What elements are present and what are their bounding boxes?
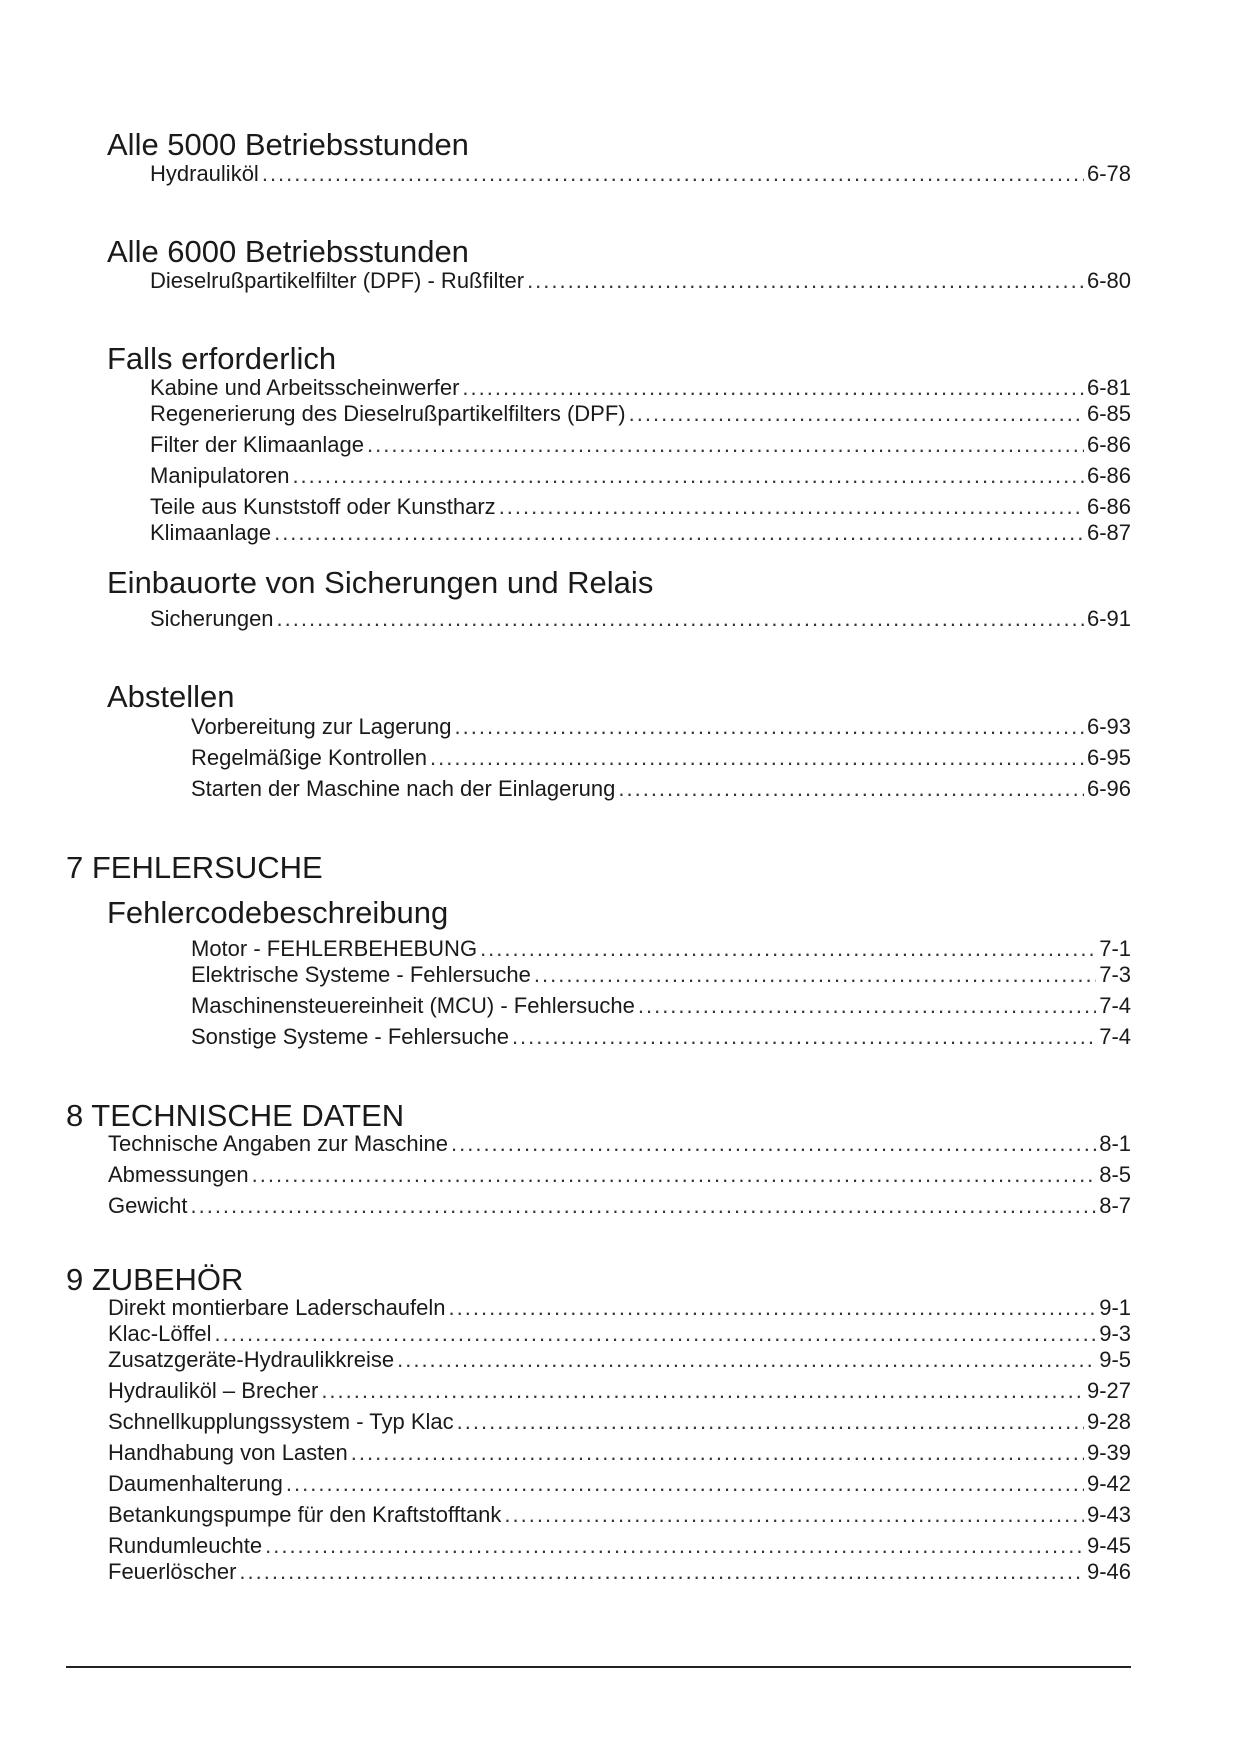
toc-entry[interactable] <box>150 463 1131 489</box>
dot-leader <box>629 401 1084 427</box>
toc-entry[interactable] <box>191 936 1131 962</box>
entry-title: Filter der Klimaanlage <box>150 432 364 457</box>
dot-leader <box>457 1409 1084 1435</box>
dot-leader <box>321 1378 1084 1404</box>
entry-page: 9-43 <box>1086 1502 1131 1527</box>
toc-entry[interactable] <box>191 714 1131 740</box>
entry-title: Regelmäßige Kontrollen <box>191 745 428 770</box>
entry-page: 9-28 <box>1086 1409 1131 1434</box>
dot-leader <box>239 1559 1084 1585</box>
toc-entry[interactable] <box>150 401 1131 427</box>
section-heading: Alle 6000 Betriebsstunden <box>107 234 469 269</box>
toc-entry[interactable] <box>150 520 1131 546</box>
toc-entry[interactable] <box>150 268 1131 294</box>
entry-page: 6-96 <box>1086 776 1131 801</box>
dot-leader <box>351 1440 1084 1466</box>
entry-title: Abmessungen <box>108 1162 249 1187</box>
entry-title: Klimaanlage <box>150 520 272 545</box>
entry-page: 6-86 <box>1086 432 1131 457</box>
chapter-heading: 9 ZUBEHÖR <box>66 1262 244 1297</box>
toc-entry[interactable] <box>191 962 1131 988</box>
entry-title: Regenerierung des Dieselrußpartikelfilters (DPF) <box>150 401 626 426</box>
entry-title: Sicherungen <box>150 606 274 631</box>
entry-title: Vorbereitung zur Lagerung <box>191 714 452 739</box>
entry-title: Handhabung von Lasten <box>108 1440 348 1465</box>
toc-entry[interactable] <box>150 494 1131 520</box>
section-heading: Alle 5000 Betriebsstunden <box>107 127 469 162</box>
dot-leader <box>397 1347 1096 1373</box>
entry-title: Motor - FEHLERBEHEBUNG <box>191 936 478 961</box>
entry-title: Maschinensteuereinheit (MCU) - Fehlersuche <box>191 993 635 1018</box>
dot-leader <box>262 161 1084 187</box>
dot-leader <box>638 993 1096 1019</box>
dot-leader <box>286 1471 1084 1497</box>
toc-entry[interactable] <box>150 161 1131 187</box>
toc-entry[interactable] <box>108 1321 1131 1347</box>
entry-title: Zusatzgeräte-Hydraulikkreise <box>108 1347 395 1372</box>
dot-leader <box>252 1162 1097 1188</box>
entry-title: Dieselrußpartikelfilter (DPF) - Rußfilter <box>150 268 525 293</box>
toc-entry[interactable] <box>108 1193 1131 1219</box>
entry-page: 6-81 <box>1086 375 1131 400</box>
dot-leader <box>480 936 1096 962</box>
dot-leader <box>527 268 1084 294</box>
toc-entry[interactable] <box>191 745 1131 771</box>
dot-leader <box>367 432 1084 458</box>
entry-title: Manipulatoren <box>150 463 290 488</box>
entry-page: 6-78 <box>1086 161 1131 186</box>
entry-title: Hydrauliköl – Brecher <box>108 1378 319 1403</box>
entry-title: Rundumleuchte <box>108 1533 263 1558</box>
dot-leader <box>265 1533 1084 1559</box>
entry-page: 9-42 <box>1086 1471 1131 1496</box>
entry-page: 6-85 <box>1086 401 1131 426</box>
entry-page: 9-5 <box>1099 1347 1131 1372</box>
entry-title: Hydrauliköl <box>150 161 259 186</box>
dot-leader <box>430 745 1084 771</box>
entry-title: Direkt montierbare Laderschaufeln <box>108 1295 446 1320</box>
entry-page: 9-3 <box>1099 1321 1131 1346</box>
dot-leader <box>215 1321 1097 1347</box>
entry-title: Technische Angaben zur Maschine <box>108 1131 448 1156</box>
dot-leader <box>499 494 1084 520</box>
toc-entry[interactable] <box>108 1409 1131 1435</box>
entry-title: Starten der Maschine nach der Einlagerung <box>191 776 616 801</box>
entry-page: 8-5 <box>1099 1162 1131 1187</box>
dot-leader <box>274 520 1084 546</box>
entry-title: Schnellkupplungssystem - Typ Klac <box>108 1409 454 1434</box>
footer-rule <box>66 1666 1131 1668</box>
chapter-heading: 7 FEHLERSUCHE <box>66 850 323 885</box>
dot-leader <box>512 1024 1096 1050</box>
entry-title: Sonstige Systeme - Fehlersuche <box>191 1024 509 1049</box>
dot-leader <box>455 714 1084 740</box>
entry-title: Elektrische Systeme - Fehlersuche <box>191 962 531 987</box>
toc-entry[interactable] <box>191 993 1131 1019</box>
entry-title: Klac-Löffel <box>108 1321 212 1346</box>
toc-entry[interactable] <box>191 1024 1131 1050</box>
entry-title: Kabine und Arbeitsscheinwerfer <box>150 375 460 400</box>
entry-page: 6-93 <box>1086 714 1131 739</box>
toc-entry[interactable] <box>108 1295 1131 1321</box>
entry-title: Betankungspumpe für den Kraftstofftank <box>108 1502 502 1527</box>
toc-entry[interactable] <box>108 1502 1131 1528</box>
toc-entry[interactable] <box>150 432 1131 458</box>
entry-title: Daumenhalterung <box>108 1471 283 1496</box>
entry-page: 9-27 <box>1086 1378 1131 1403</box>
entry-page: 7-4 <box>1099 993 1131 1018</box>
section-heading: Abstellen <box>107 679 235 714</box>
toc-entry[interactable] <box>108 1131 1131 1157</box>
entry-page: 8-7 <box>1099 1193 1131 1218</box>
dot-leader <box>504 1502 1084 1528</box>
toc-entry[interactable] <box>108 1347 1131 1373</box>
entry-page: 9-1 <box>1099 1295 1131 1320</box>
entry-page: 6-86 <box>1086 463 1131 488</box>
entry-page: 9-46 <box>1086 1559 1131 1584</box>
toc-entry[interactable] <box>108 1533 1131 1559</box>
chapter-heading: 8 TECHNISCHE DATEN <box>66 1098 405 1133</box>
entry-page: 6-86 <box>1086 494 1131 519</box>
dot-leader <box>534 962 1096 988</box>
section-heading: Einbauorte von Sicherungen und Relais <box>107 565 654 600</box>
entry-page: 7-4 <box>1099 1024 1131 1049</box>
dot-leader <box>451 1131 1096 1157</box>
toc-entry[interactable] <box>150 606 1131 632</box>
entry-page: 8-1 <box>1099 1131 1131 1156</box>
dot-leader <box>292 463 1084 489</box>
dot-leader <box>618 776 1084 802</box>
entry-page: 6-91 <box>1086 606 1131 631</box>
entry-page: 7-3 <box>1099 962 1131 987</box>
dot-leader <box>462 375 1084 401</box>
toc-entry[interactable] <box>108 1471 1131 1497</box>
entry-title: Feuerlöscher <box>108 1559 237 1584</box>
entry-page: 6-80 <box>1086 268 1131 293</box>
entry-page: 6-87 <box>1086 520 1131 545</box>
entry-page: 9-39 <box>1086 1440 1131 1465</box>
dot-leader <box>277 606 1084 632</box>
entry-page: 7-1 <box>1099 936 1131 961</box>
toc-entry[interactable] <box>191 776 1131 802</box>
toc-entry[interactable] <box>108 1378 1131 1404</box>
dot-leader <box>449 1295 1097 1321</box>
toc-entry[interactable] <box>108 1559 1131 1585</box>
toc-entry[interactable] <box>150 375 1131 401</box>
entry-title: Gewicht <box>108 1193 188 1218</box>
section-heading: Fehlercodebeschreibung <box>107 895 449 930</box>
toc-entry[interactable] <box>108 1440 1131 1466</box>
toc-entry[interactable] <box>108 1162 1131 1188</box>
section-heading: Falls erforderlich <box>107 341 337 376</box>
entry-page: 6-95 <box>1086 745 1131 770</box>
entry-title: Teile aus Kunststoff oder Kunstharz <box>150 494 496 519</box>
entry-page: 9-45 <box>1086 1533 1131 1558</box>
dot-leader <box>190 1193 1096 1219</box>
